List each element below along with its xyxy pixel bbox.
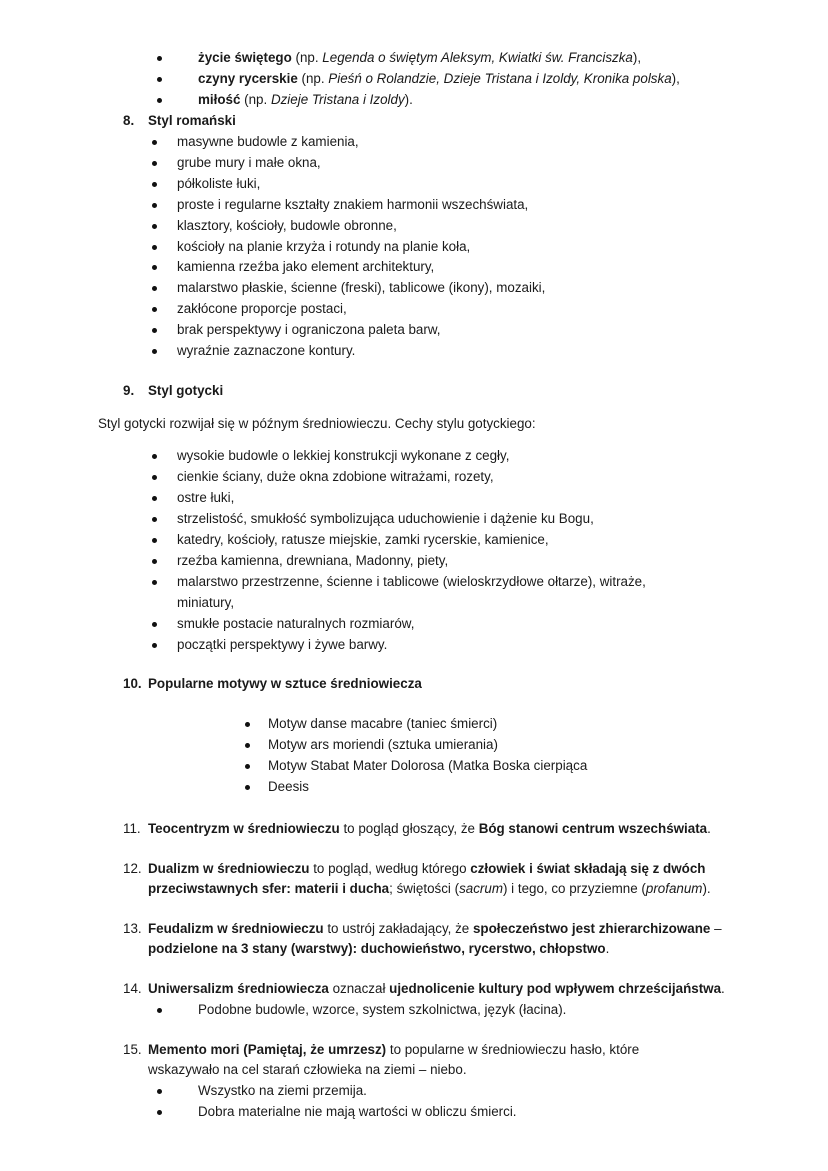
bullet [157,1008,162,1013]
bullet [152,286,157,291]
paragraph: Uniwersalizm średniowiecza oznaczał ujednolicenie kultury pod wpływem chrześcijaństwa. [148,981,725,996]
bullet [152,643,157,648]
list-item: Dobra materialne nie mają wartości w obliczu śmierci. [198,1104,517,1119]
bullet [152,161,157,166]
bullet [157,98,162,103]
bullet [152,538,157,543]
bullet [152,203,157,208]
section-number: 9. [123,383,135,398]
paragraph-line: Feudalizm w średniowieczu to ustrój zakładający, że społeczeństwo jest zhierarchizowane – [148,921,722,936]
bullet [245,722,250,727]
paragraph-line: wskazywało na cel starań człowieka na ziemi – niebo. [148,1062,467,1077]
bullet [245,743,250,748]
bullet [152,622,157,627]
bullet [152,140,157,145]
section-number: 15. [123,1042,142,1057]
section-heading: Styl romański [148,113,236,128]
list-item: malarstwo płaskie, ścienne (freski), tablicowe (ikony), mozaiki, [177,280,546,296]
bullet [157,77,162,82]
list-item: klasztory, kościoły, budowle obronne, [177,217,397,233]
section-number: 13. [123,921,142,936]
bullet [157,1089,162,1094]
paragraph: Styl gotycki rozwijał się w późnym średniowieczu. Cechy stylu gotyckiego: [98,416,536,431]
list-item: życie świętego (np. Legenda o świętym Aleksym, Kwiatki św. Franciszka), [198,50,642,65]
paragraph: Teocentryzm w średniowieczu to pogląd głoszący, że Bóg stanowi centrum wszechświata. [148,821,711,836]
list-item: cienkie ściany, duże okna zdobione witrażami, rozety, [177,469,494,484]
bullet [245,785,250,790]
list-item: masywne budowle z kamienia, [177,134,359,149]
bullet [152,517,157,522]
list-item: półkoliste łuki, [177,175,261,191]
list-item: miniatury, [177,595,235,610]
list-item: kamienna rzeźba jako element architektury, [177,259,435,275]
list-item: zakłócone proporcje postaci, [177,301,347,317]
list-item: początki perspektywy i żywe barwy. [177,637,388,652]
bullet [152,559,157,564]
list-item: Podobne budowle, wzorce, system szkolnictwa, język (łacina). [198,1002,567,1017]
list-item: strzelistość, smukłość symbolizująca uduchowienie i dążenie ku Bogu, [177,511,594,526]
list-item: smukłe postacie naturalnych rozmiarów, [177,616,415,631]
list-item: wyraźnie zaznaczone kontury. [177,343,356,358]
list-item: rzeźba kamienna, drewniana, Madonny, piety, [177,553,449,568]
bullet [152,475,157,480]
list-item: ostre łuki, [177,490,235,505]
bullet [152,496,157,501]
list-item: czyny rycerskie (np. Pieśń o Rolandzie, Dzieje Tristana i Izoldy, Kronika polska), [198,71,680,86]
list-item: brak perspektywy i ograniczona paleta barw, [177,322,441,338]
bullet [245,764,250,769]
list-item: Wszystko na ziemi przemija. [198,1083,367,1098]
paragraph-line: Memento mori (Pamiętaj, że umrzesz) to popularne w średniowieczu hasło, które [148,1042,640,1057]
section-heading: Popularne motywy w sztuce średniowiecza [148,676,422,691]
list-item: wysokie budowle o lekkiej konstrukcji wykonane z cegły, [177,448,510,463]
paragraph-line: Dualizm w średniowieczu to pogląd, według którego człowiek i świat składają się z dwóch [148,861,706,876]
list-item: miłość (np. Dzieje Tristana i Izoldy). [198,92,413,107]
paragraph-line: przeciwstawnych sfer: materii i ducha; świętości (sacrum) i tego, co przyziemne (profanum). [148,881,711,896]
bullet [152,454,157,459]
section-number: 14. [123,981,142,996]
list-item: Deesis [268,779,309,794]
list-item: Motyw Stabat Mater Dolorosa (Matka Boska cierpiąca [268,758,588,773]
bullet [152,182,157,187]
list-item: proste i regularne kształty znakiem harmonii wszechświata, [177,196,529,212]
list-item: Motyw ars moriendi (sztuka umierania) [268,737,498,752]
bullet [152,328,157,333]
bullet [152,245,157,250]
bullet [157,1110,162,1115]
section-number: 8. [123,113,135,128]
section-heading: Styl gotycki [148,383,224,398]
list-item: katedry, kościoły, ratusze miejskie, zamki rycerskie, kamienice, [177,532,549,547]
paragraph-line: podzielone na 3 stany (warstwy): duchowieństwo, rycerstwo, chłopstwo. [148,941,610,956]
section-number: 12. [123,861,142,876]
list-item: malarstwo przestrzenne, ścienne i tablicowe (wieloskrzydłowe ołtarze), witraże, [177,574,646,589]
bullet [152,580,157,585]
bullet [152,265,157,270]
section-number: 11. [123,821,141,836]
list-item: grube mury i małe okna, [177,154,321,170]
section-number: 10. [123,676,142,691]
list-item: kościoły na planie krzyża i rotundy na planie koła, [177,238,471,254]
bullet [157,56,162,61]
list-item: Motyw danse macabre (taniec śmierci) [268,716,498,731]
bullet [152,307,157,312]
bullet [152,349,157,354]
bullet [152,224,157,229]
